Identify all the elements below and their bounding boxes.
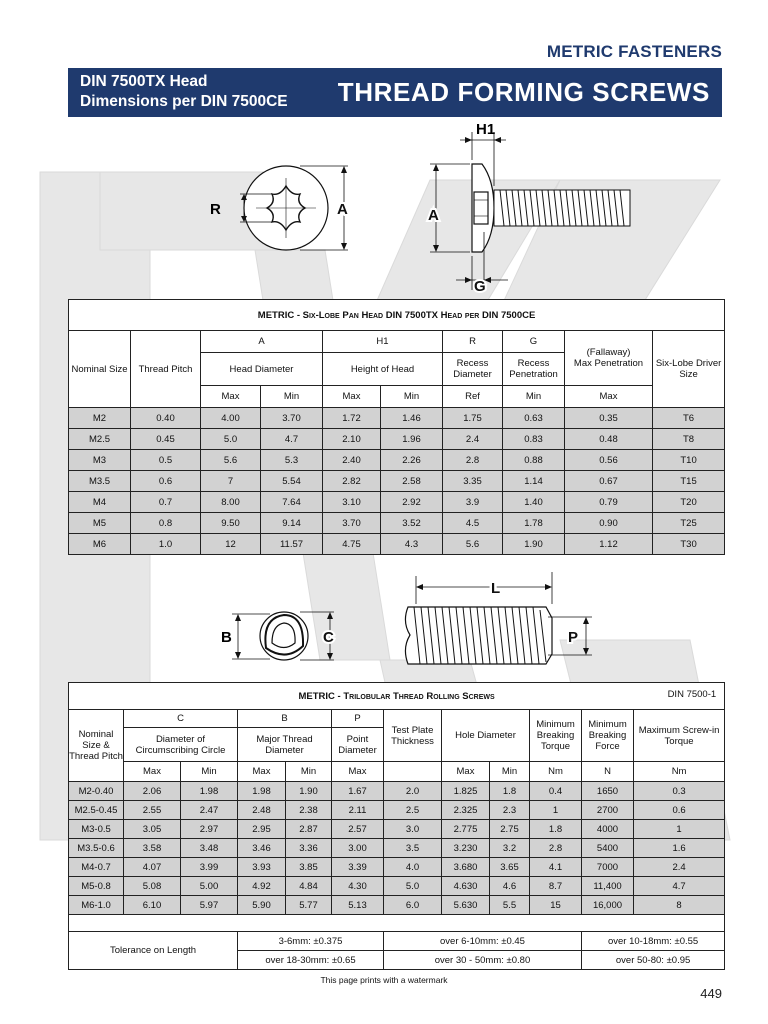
table-cell: 4.630 [442, 877, 490, 896]
table-cell: 2.5 [384, 801, 442, 820]
table-cell: 3.93 [238, 858, 286, 877]
label-c: C [323, 629, 334, 646]
pan-head-table [68, 299, 725, 555]
table-cell: 1.40 [503, 492, 565, 513]
table-cell: 3.99 [181, 858, 238, 877]
table-cell: 1.98 [181, 782, 238, 801]
table-cell: 16,000 [582, 896, 634, 915]
tolerance-cell: over 18-30mm: ±0.65 [238, 951, 384, 970]
label-l: L [491, 580, 501, 597]
sub-header: N [582, 762, 634, 782]
col-g: G [503, 331, 565, 353]
table-cell: 2.48 [238, 801, 286, 820]
col-r: R [443, 331, 503, 353]
tolerance-cell: over 6-10mm: ±0.45 [384, 932, 582, 951]
tolerance-cell: over 50-80: ±0.95 [582, 951, 725, 970]
recess-side [474, 192, 488, 224]
table-cell: 7 [201, 471, 261, 492]
pan-head-table-title: METRIC - Six-Lobe Pan Head DIN 7500TX Head per DIN 7500CE [69, 300, 725, 331]
col-min-breaking-force: Minimum Breaking Force [582, 710, 634, 762]
col-min-breaking-torque: Minimum Breaking Torque [530, 710, 582, 762]
table-cell: M4-0.7 [69, 858, 124, 877]
table-cell: 0.6 [634, 801, 725, 820]
table-row [69, 820, 725, 839]
table-cell: 0.88 [503, 450, 565, 471]
table-cell: 1.72 [323, 408, 381, 429]
trilobular-table-title: METRIC - Trilobular Thread Rolling Screws DIN 7500-1 [69, 683, 725, 710]
sub-header: Max [565, 386, 653, 408]
col-nominal-size: Nominal Size [69, 331, 131, 408]
table-cell: 1 [530, 801, 582, 820]
page-number: 449 [700, 986, 722, 1001]
sub-header: Max [332, 762, 384, 782]
table-cell: 7.64 [261, 492, 323, 513]
table-cell: 2.4 [634, 858, 725, 877]
table-cell: 2.95 [238, 820, 286, 839]
table-cell: 3.70 [323, 513, 381, 534]
table-cell: 1.67 [332, 782, 384, 801]
table-row [69, 877, 725, 896]
label-b: B [221, 629, 232, 646]
table-cell: 3.2 [490, 839, 530, 858]
table-cell: 2.8 [443, 450, 503, 471]
table-cell: 5.08 [124, 877, 181, 896]
table-cell: 0.63 [503, 408, 565, 429]
table-cell: T30 [653, 534, 725, 555]
table-cell: 0.8 [131, 513, 201, 534]
sub-header: Min [261, 386, 323, 408]
table-cell: 4.5 [443, 513, 503, 534]
table-cell: 3.05 [124, 820, 181, 839]
table-cell: 1.8 [530, 820, 582, 839]
banner-title: THREAD FORMING SCREWS [337, 77, 710, 107]
table-cell: 6.10 [124, 896, 181, 915]
table-cell: 2.92 [381, 492, 443, 513]
table-cell: 11.57 [261, 534, 323, 555]
table-cell: M3 [69, 450, 131, 471]
table-cell: 2.87 [286, 820, 332, 839]
table-cell: M5-0.8 [69, 877, 124, 896]
table-cell: 1.46 [381, 408, 443, 429]
table-cell: M2-0.40 [69, 782, 124, 801]
table-cell: T15 [653, 471, 725, 492]
table-row [69, 429, 725, 450]
table-cell: 6.0 [384, 896, 442, 915]
table-cell: 2.0 [384, 782, 442, 801]
table-cell: 0.3 [634, 782, 725, 801]
col-c: C [124, 710, 238, 728]
col-driver-size: Six-Lobe Driver Size [653, 331, 725, 408]
label-r: R [210, 201, 221, 218]
sub-header: Min [503, 386, 565, 408]
col-recess-diameter: Recess Diameter [443, 353, 503, 386]
table-cell: T8 [653, 429, 725, 450]
table-cell: 0.4 [530, 782, 582, 801]
table-cell: 2.58 [381, 471, 443, 492]
sub-header: Nm [634, 762, 725, 782]
table-cell: 2.55 [124, 801, 181, 820]
table-cell: M2.5-0.45 [69, 801, 124, 820]
table-cell: 0.35 [565, 408, 653, 429]
table-cell: 5.13 [332, 896, 384, 915]
table-cell: T25 [653, 513, 725, 534]
table-cell: 8 [634, 896, 725, 915]
table-cell: 0.79 [565, 492, 653, 513]
table-cell: 1.75 [443, 408, 503, 429]
sub-header: Max [238, 762, 286, 782]
table-cell: M5 [69, 513, 131, 534]
table-cell: 4.92 [238, 877, 286, 896]
table-cell: M4 [69, 492, 131, 513]
table-cell: 15 [530, 896, 582, 915]
table-cell: 5.77 [286, 896, 332, 915]
table-cell: 4.00 [201, 408, 261, 429]
table-cell: M3-0.5 [69, 820, 124, 839]
table-cell: T6 [653, 408, 725, 429]
table-cell: 0.90 [565, 513, 653, 534]
sub-header [384, 762, 442, 782]
table-cell: 3.10 [323, 492, 381, 513]
table-cell: 1.98 [238, 782, 286, 801]
table-cell: M6-1.0 [69, 896, 124, 915]
table-row [69, 471, 725, 492]
table-cell: 3.85 [286, 858, 332, 877]
col-b: B [238, 710, 332, 728]
table-cell: M3.5 [69, 471, 131, 492]
table-cell: 0.7 [131, 492, 201, 513]
table-cell: T20 [653, 492, 725, 513]
banner-subtitle-line2: Dimensions per DIN 7500CE [80, 93, 288, 110]
table-cell: 5.90 [238, 896, 286, 915]
tolerance-cell: 3-6mm: ±0.375 [238, 932, 384, 951]
table-cell: 3.5 [384, 839, 442, 858]
table-cell: 4.07 [124, 858, 181, 877]
table-cell: 3.65 [490, 858, 530, 877]
col-height-of-head: Height of Head [323, 353, 443, 386]
table-cell: 2.11 [332, 801, 384, 820]
col-h1: H1 [323, 331, 443, 353]
table-cell: 3.58 [124, 839, 181, 858]
col-p: P [332, 710, 384, 728]
table-cell: 2.325 [442, 801, 490, 820]
table-cell: 8.00 [201, 492, 261, 513]
tolerance-cell: over 10-18mm: ±0.55 [582, 932, 725, 951]
table-cell: 2.82 [323, 471, 381, 492]
table-cell: 1 [634, 820, 725, 839]
table-cell: 2.47 [181, 801, 238, 820]
table-cell: 2.57 [332, 820, 384, 839]
table-cell: 5400 [582, 839, 634, 858]
table-cell: 3.0 [384, 820, 442, 839]
table-cell: M2 [69, 408, 131, 429]
col-max-screw-in-torque: Maximum Screw-in Torque [634, 710, 725, 762]
table-cell: 2.97 [181, 820, 238, 839]
table-cell: 2.38 [286, 801, 332, 820]
table-cell: 4.7 [261, 429, 323, 450]
table-cell: 2.775 [442, 820, 490, 839]
pan-head-diagram [200, 118, 640, 298]
label-g: G [474, 278, 486, 295]
table-cell: 2.10 [323, 429, 381, 450]
table-cell: 3.230 [442, 839, 490, 858]
col-point-diameter: Point Diameter [332, 728, 384, 762]
table-row [69, 534, 725, 555]
table-row [69, 492, 725, 513]
table-cell: 4.84 [286, 877, 332, 896]
table-cell: T10 [653, 450, 725, 471]
col-nominal-pitch: Nominal Size & Thread Pitch [69, 710, 124, 782]
table-cell: 2.40 [323, 450, 381, 471]
col-hole-diameter: Hole Diameter [442, 710, 530, 762]
table-row [69, 839, 725, 858]
table-cell: 1650 [582, 782, 634, 801]
category-heading: METRIC FASTENERS [546, 42, 722, 61]
table-cell: 2.75 [490, 820, 530, 839]
table-cell: 1.0 [131, 534, 201, 555]
table-cell: 1.96 [381, 429, 443, 450]
table-cell: 2.8 [530, 839, 582, 858]
table-cell: 5.3 [261, 450, 323, 471]
sub-header: Max [323, 386, 381, 408]
table-cell: 5.6 [443, 534, 503, 555]
table-cell: 5.630 [442, 896, 490, 915]
table-cell: 1.8 [490, 782, 530, 801]
col-max-penetration: (Fallaway) Max Penetration [565, 331, 653, 386]
table-cell: 4.6 [490, 877, 530, 896]
label-p: P [568, 629, 579, 646]
table-cell: 2.3 [490, 801, 530, 820]
table-cell: 4.30 [332, 877, 384, 896]
table-cell: 2700 [582, 801, 634, 820]
label-a-side: A [428, 207, 439, 224]
table-cell: 12 [201, 534, 261, 555]
table-cell: 5.54 [261, 471, 323, 492]
table-cell: 0.40 [131, 408, 201, 429]
table-cell: 5.6 [201, 450, 261, 471]
table-cell: 5.00 [181, 877, 238, 896]
table-cell: M3.5-0.6 [69, 839, 124, 858]
sub-header: Max [201, 386, 261, 408]
banner-subtitle-line1: DIN 7500TX Head [80, 73, 208, 90]
table-cell: 2.06 [124, 782, 181, 801]
sub-header: Min [181, 762, 238, 782]
table-row [69, 801, 725, 820]
col-circ-circle: Diameter of Circumscribing Circle [124, 728, 238, 762]
table-cell: 5.0 [201, 429, 261, 450]
table-cell: 4.0 [384, 858, 442, 877]
table-cell: 9.50 [201, 513, 261, 534]
tolerance-label: Tolerance on Length [69, 932, 238, 970]
table-cell: 4.7 [634, 877, 725, 896]
table-row [69, 450, 725, 471]
table-cell: 0.45 [131, 429, 201, 450]
sub-header: Ref [443, 386, 503, 408]
table-cell: 1.90 [503, 534, 565, 555]
table-cell: 1.90 [286, 782, 332, 801]
table-cell: 3.00 [332, 839, 384, 858]
table-cell: 3.9 [443, 492, 503, 513]
table-cell: 3.70 [261, 408, 323, 429]
table-cell: 4.1 [530, 858, 582, 877]
col-head-diameter: Head Diameter [201, 353, 323, 386]
col-recess-penetration: Recess Penetration [503, 353, 565, 386]
table-cell: 1.14 [503, 471, 565, 492]
col-a: A [201, 331, 323, 353]
col-test-plate: Test Plate Thickness [384, 710, 442, 762]
trilobular-diagram [215, 572, 605, 672]
table-cell: 3.680 [442, 858, 490, 877]
table-cell: 0.6 [131, 471, 201, 492]
sub-header: Min [490, 762, 530, 782]
table-cell: 3.48 [181, 839, 238, 858]
table-row [69, 513, 725, 534]
table-cell: 9.14 [261, 513, 323, 534]
table-cell: M2.5 [69, 429, 131, 450]
din-reference: DIN 7500-1 [667, 689, 717, 700]
table-cell: 1.78 [503, 513, 565, 534]
table-cell: 3.39 [332, 858, 384, 877]
table-row [69, 782, 725, 801]
table-cell: 5.97 [181, 896, 238, 915]
table-row [69, 896, 725, 915]
table-cell: 4.75 [323, 534, 381, 555]
sub-header: Min [381, 386, 443, 408]
title-banner [68, 68, 722, 117]
table-cell: M6 [69, 534, 131, 555]
table-cell: 0.83 [503, 429, 565, 450]
spacer-row [69, 915, 725, 932]
sub-header: Max [442, 762, 490, 782]
table-cell: 4.3 [381, 534, 443, 555]
table-cell: 0.56 [565, 450, 653, 471]
col-major-thread: Major Thread Diameter [238, 728, 332, 762]
table-cell: 0.5 [131, 450, 201, 471]
banner-subtitle [80, 72, 288, 112]
table-cell: 7000 [582, 858, 634, 877]
table-cell: 1.12 [565, 534, 653, 555]
sub-header: Nm [530, 762, 582, 782]
sub-header: Max [124, 762, 181, 782]
table-cell: 3.36 [286, 839, 332, 858]
tolerance-cell: over 30 - 50mm: ±0.80 [384, 951, 582, 970]
table-cell: 2.26 [381, 450, 443, 471]
table-row [69, 408, 725, 429]
table-cell: 0.48 [565, 429, 653, 450]
table-cell: 8.7 [530, 877, 582, 896]
table-cell: 4000 [582, 820, 634, 839]
table-cell: 3.35 [443, 471, 503, 492]
table-cell: 11,400 [582, 877, 634, 896]
table-cell: 1.6 [634, 839, 725, 858]
table-cell: 5.0 [384, 877, 442, 896]
sub-header: Min [286, 762, 332, 782]
label-a-front: A [337, 201, 348, 218]
circumscribing-circle [260, 612, 308, 660]
table-cell: 3.52 [381, 513, 443, 534]
watermark-note: This page prints with a watermark [320, 975, 448, 985]
trilobular-shank [405, 607, 552, 664]
label-h1: H1 [476, 121, 496, 138]
table-row [69, 858, 725, 877]
table-cell: 1.825 [442, 782, 490, 801]
table-cell: 0.67 [565, 471, 653, 492]
table-cell: 5.5 [490, 896, 530, 915]
table-cell: 2.4 [443, 429, 503, 450]
col-thread-pitch: Thread Pitch [131, 331, 201, 408]
table-cell: 3.46 [238, 839, 286, 858]
trilobular-table [68, 682, 725, 970]
